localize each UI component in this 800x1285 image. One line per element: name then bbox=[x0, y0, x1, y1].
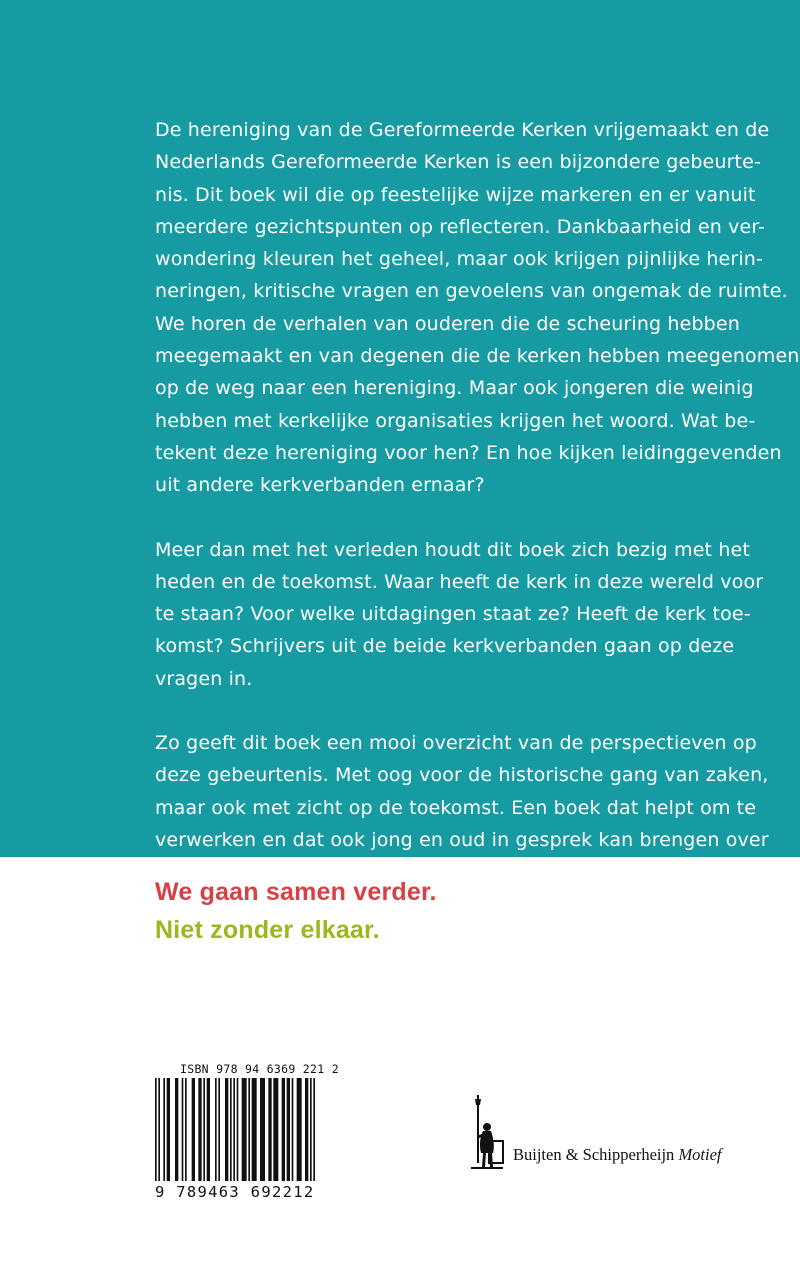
tagline-line-1: We gaan samen verder. bbox=[155, 878, 437, 906]
blurb-line: Meer dan met het verleden houdt dit boek zich bezig met het bbox=[155, 538, 750, 561]
blurb-line: neringen, kritische vragen en gevoelens van ongemak de ruimte. bbox=[155, 280, 788, 303]
barcode-bar bbox=[198, 1078, 201, 1181]
barcode-bar bbox=[237, 1078, 239, 1181]
blurb-line: op de weg naar een hereniging. Maar ook jongeren die weinig bbox=[155, 377, 754, 400]
barcode-bar bbox=[215, 1078, 217, 1181]
barcode-bar bbox=[158, 1078, 160, 1181]
barcode-number: 9 789463 692212 bbox=[155, 1183, 315, 1201]
barcode-bar bbox=[268, 1078, 271, 1181]
blurb-paragraph bbox=[155, 114, 800, 502]
barcode-bar bbox=[225, 1078, 228, 1181]
barcode-bar bbox=[310, 1078, 312, 1181]
blurb-line: maar ook met zicht op de toekomst. Een boek dat helpt om te bbox=[155, 796, 757, 819]
blurb-line: kerk-zijn in deze tijd. bbox=[155, 861, 356, 884]
barcode-bar bbox=[282, 1078, 285, 1181]
barcode-bars bbox=[155, 1078, 315, 1181]
blurb-line: meegemaakt en van degenen die de kerken hebben meegenomen bbox=[155, 345, 800, 368]
barcode-bar bbox=[218, 1078, 220, 1181]
blurb-line: wondering kleuren het geheel, maar ook krijgen pijnlijke herin- bbox=[155, 248, 763, 271]
blurb-line: Nederlands Gereformeerde Kerken is een bijzondere gebeurte- bbox=[155, 151, 761, 174]
blurb-line: nis. Dit boek wil die op feestelijke wijze markeren en er vanuit bbox=[155, 183, 756, 206]
barcode-bar bbox=[230, 1078, 232, 1181]
barcode-bar bbox=[182, 1078, 184, 1181]
tagline-line-2: Niet zonder elkaar. bbox=[155, 916, 380, 944]
blurb-line: Zo geeft dit boek een mooi overzicht van de perspectieven op bbox=[155, 732, 757, 755]
blurb-line: meerdere gezichtspunten op reflecteren. Dankbaarheid en ver- bbox=[155, 215, 766, 238]
blurb-line: verwerken en dat ook jong en oud in gesprek kan brengen over bbox=[155, 828, 769, 851]
barcode-bar bbox=[185, 1078, 187, 1181]
blurb-line: tekent deze hereniging voor hen? En hoe kijken leidinggevenden bbox=[155, 441, 782, 464]
barcode-bar bbox=[273, 1078, 278, 1181]
barcode-bar bbox=[292, 1078, 294, 1181]
barcode-bar bbox=[192, 1078, 195, 1181]
barcode-bar bbox=[203, 1078, 205, 1181]
blurb-line: uit andere kerkverbanden ernaar? bbox=[155, 474, 485, 497]
barcode-bar bbox=[313, 1078, 315, 1181]
publisher-name-text: Buijten & Schipperheijn bbox=[513, 1145, 675, 1164]
barcode-bar bbox=[260, 1078, 265, 1181]
blurb-line: deze gebeurtenis. Met oog voor de historische gang van zaken, bbox=[155, 764, 769, 787]
barcode-bar bbox=[233, 1078, 235, 1181]
barcode-bar bbox=[305, 1078, 308, 1181]
blurb-paragraph bbox=[155, 727, 775, 888]
barcode-bar bbox=[248, 1078, 250, 1181]
blurb-line: vragen in. bbox=[155, 667, 253, 690]
barcode-bar bbox=[242, 1078, 247, 1181]
blurb-line: heden en de toekomst. Waar heeft de kerk in deze wereld voor bbox=[155, 570, 764, 593]
publisher-imprint: Motief bbox=[678, 1145, 722, 1164]
publisher-name bbox=[513, 1145, 722, 1165]
barcode-bar bbox=[155, 1078, 157, 1181]
blurb-line: te staan? Voor welke uitdagingen staat ze? Heeft de kerk toe- bbox=[155, 603, 751, 626]
publisher-mark bbox=[463, 1093, 763, 1173]
barcode-bar bbox=[252, 1078, 257, 1181]
barcode-bar bbox=[167, 1078, 170, 1181]
blurb-line: hebben met kerkelijke organisaties krijgen het woord. Wat be- bbox=[155, 409, 756, 432]
blurb-line: komst? Schrijvers uit de beide kerkverbanden gaan op deze bbox=[155, 635, 735, 658]
barcode-bar bbox=[287, 1078, 290, 1181]
isbn-barcode bbox=[155, 1062, 339, 1212]
isbn-label: ISBN 978 94 6369 221 2 bbox=[180, 1062, 339, 1076]
barcode-bar bbox=[175, 1078, 178, 1181]
back-cover-blurb bbox=[155, 114, 800, 921]
barcode-bar bbox=[297, 1078, 302, 1181]
blurb-paragraph bbox=[155, 534, 775, 695]
barcode-bar bbox=[207, 1078, 210, 1181]
blurb-line: De hereniging van de Gereformeerde Kerken vrijgemaakt en de bbox=[155, 119, 770, 141]
figure-with-staff-icon bbox=[463, 1093, 509, 1173]
blurb-line: We horen de verhalen van ouderen die de scheuring hebben bbox=[155, 312, 740, 335]
barcode-bar bbox=[163, 1078, 165, 1181]
